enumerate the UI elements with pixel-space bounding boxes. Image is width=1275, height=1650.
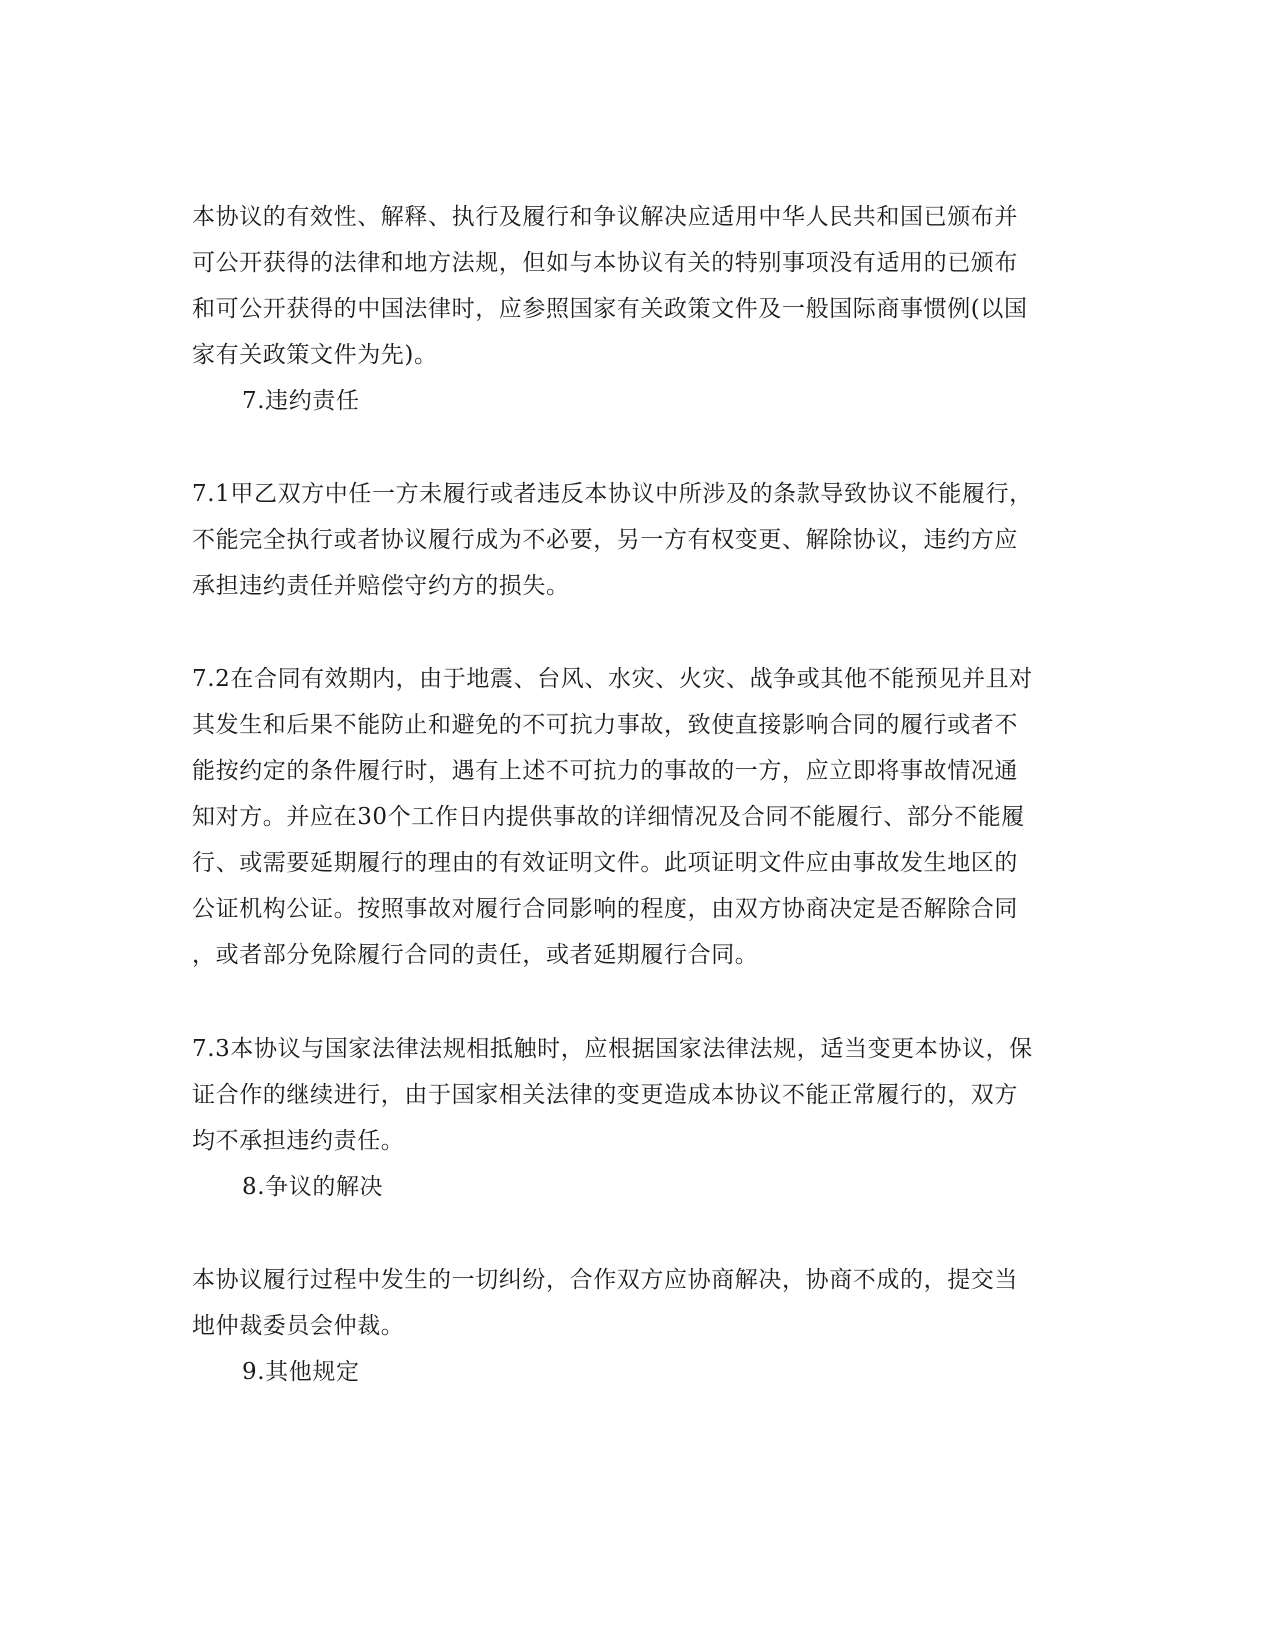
text-line: 其发生和后果不能防止和避免的不可抗力事故，致使直接影响合同的履行或者不 <box>192 712 1018 738</box>
text-line: 家有关政策文件为先)。 <box>192 342 438 368</box>
text-line: 不能完全执行或者协议履行成为不必要，另一方有权变更、解除协议，违约方应 <box>192 527 1018 553</box>
text-line: 均不承担违约责任。 <box>192 1128 405 1154</box>
text-line: 地仲裁委员会仲裁。 <box>192 1313 405 1339</box>
text-line: 能按约定的条件履行时，遇有上述不可抗力的事故的一方，应立即将事故情况通 <box>192 758 1018 784</box>
text-line: 证合作的继续进行，由于国家相关法律的变更造成本协议不能正常履行的，双方 <box>192 1082 1018 1108</box>
text-line: 7.3本协议与国家法律法规相抵触时，应根据国家法律法规，适当变更本协议，保 <box>192 1036 1033 1062</box>
text-line: 7.1甲乙双方中任一方未履行或者违反本协议中所涉及的条款导致协议不能履行， <box>192 481 1033 507</box>
text-line: 行、或需要延期履行的理由的有效证明文件。此项证明文件应由事故发生地区的 <box>192 850 1018 876</box>
section-heading-8: 8.争议的解决 <box>242 1174 384 1200</box>
text-line: 公证机构公证。按照事故对履行合同影响的程度，由双方协商决定是否解除合同 <box>192 896 1018 922</box>
text-line: ，或者部分免除履行合同的责任，或者延期履行合同。 <box>192 942 759 968</box>
text-line: 和可公开获得的中国法律时，应参照国家有关政策文件及一般国际商事惯例(以国 <box>192 296 1028 322</box>
section-heading-9: 9.其他规定 <box>242 1359 360 1385</box>
text-line: 本协议的有效性、解释、执行及履行和争议解决应适用中华人民共和国已颁布并 <box>192 204 1018 230</box>
section-heading-7: 7.违约责任 <box>242 388 360 414</box>
text-line: 7.2在合同有效期内，由于地震、台风、水灾、火灾、战争或其他不能预见并且对 <box>192 666 1033 692</box>
text-line: 承担违约责任并赔偿守约方的损失。 <box>192 573 570 599</box>
text-line: 本协议履行过程中发生的一切纠纷，合作双方应协商解决，协商不成的，提交当 <box>192 1267 1018 1293</box>
text-line: 可公开获得的法律和地方法规，但如与本协议有关的特别事项没有适用的已颁布 <box>192 250 1018 276</box>
text-line: 知对方。并应在30个工作日内提供事故的详细情况及合同不能履行、部分不能履 <box>192 804 1025 830</box>
